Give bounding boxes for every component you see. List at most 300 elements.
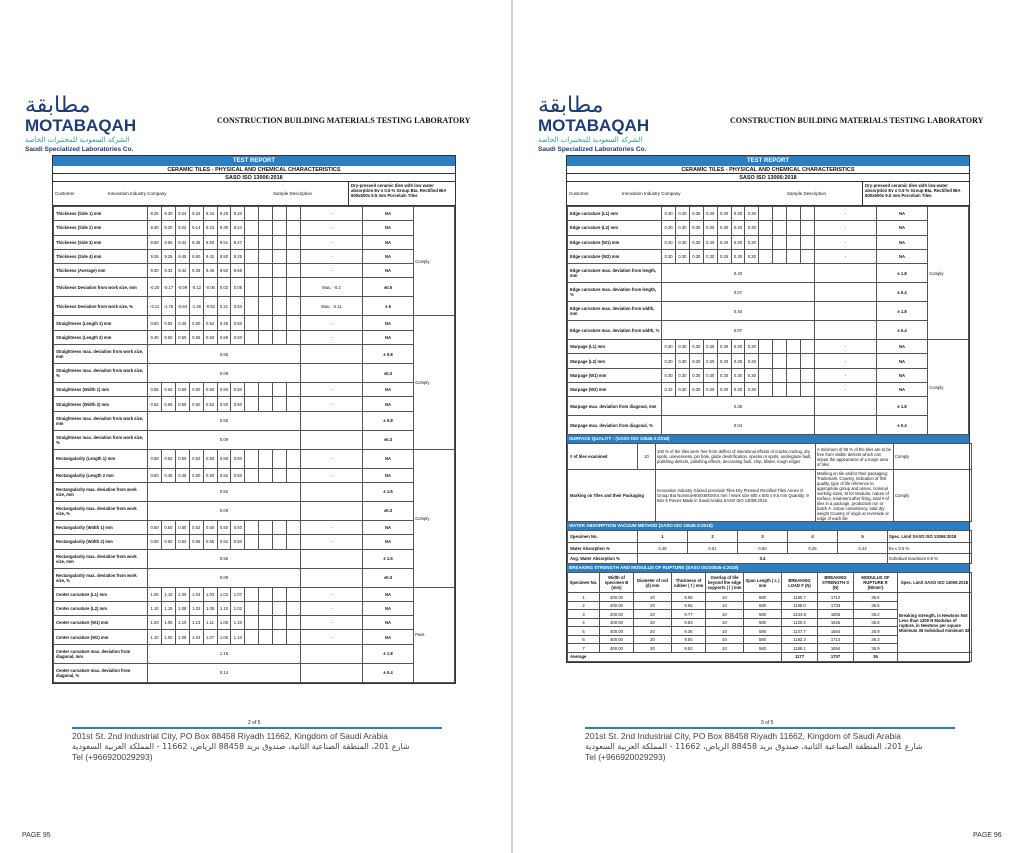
spec-limit: NA xyxy=(362,235,413,249)
measurement-value: 9.33 xyxy=(189,207,203,221)
spec-limit: ± 0.4 xyxy=(362,663,413,682)
measurement-value: 0.50 xyxy=(203,449,217,468)
report-subtitle: CERAMIC TILES - PHYSICAL AND CHEMICAL CHARACTERISTICS xyxy=(53,166,455,174)
measurement-label: Center curvature (W1) mm xyxy=(54,616,148,630)
measurement-row xyxy=(54,235,455,249)
result-blank xyxy=(300,568,362,587)
breaking-value: 580 xyxy=(744,635,782,644)
breaking-value: 580 xyxy=(744,618,782,627)
spec-limit: NA xyxy=(362,221,413,235)
measurement-value: 0.30 xyxy=(689,235,703,249)
max-value: - xyxy=(300,601,362,615)
measurement-value: 0.52 xyxy=(203,316,217,330)
empty-cell xyxy=(287,297,301,316)
surface-quality-spec: A minimum of 95 % of the tiles are to be free from visible defects which can impair the appearance of a major area of tiles xyxy=(816,444,894,470)
measurement-value: 0.25 xyxy=(717,249,731,263)
result-blank xyxy=(300,482,362,501)
breaking-value: 1664 xyxy=(818,627,854,636)
measurement-value: 1.03 xyxy=(203,587,217,601)
marking-row xyxy=(568,470,972,522)
empty-cell xyxy=(287,449,301,468)
breaking-value: 9.58 xyxy=(672,593,706,602)
breaking-value: 580 xyxy=(744,601,782,610)
measurement-row xyxy=(54,430,455,449)
measurement-row xyxy=(568,340,969,354)
max-value: - xyxy=(300,535,362,549)
empty-cell xyxy=(773,383,787,397)
measurement-value: 0.30 xyxy=(675,383,689,397)
breaking-value: 10 xyxy=(706,635,744,644)
empty-cell xyxy=(273,449,287,468)
result-blank xyxy=(300,644,362,663)
measurement-row xyxy=(54,601,455,615)
measurement-value: 0.50 xyxy=(161,330,175,344)
empty-cell xyxy=(245,587,259,601)
measurement-value: 1.04 xyxy=(189,587,203,601)
max-value: - xyxy=(300,249,362,263)
empty-cell xyxy=(787,249,801,263)
max-value: - xyxy=(300,520,362,534)
spec-limit: NA xyxy=(362,449,413,468)
empty-cell xyxy=(273,383,287,397)
page-count-right: 3 of 5 xyxy=(761,720,774,726)
measurement-value: 0.30 xyxy=(675,249,689,263)
breaking-value: 9.77 xyxy=(672,610,706,619)
measurement-value: 1.13 xyxy=(189,616,203,630)
test-report-left xyxy=(52,155,456,684)
measurement-value: 0.58 xyxy=(217,330,231,344)
measurement-value: 0.50 xyxy=(203,330,217,344)
breaking-value: 400.00 xyxy=(600,627,634,636)
measurement-value: 0.35 xyxy=(689,207,703,221)
measurement-label: Straightness max. deviation from work size, mm xyxy=(54,345,148,364)
measurement-value: 1.00 xyxy=(175,587,189,601)
measurement-label: Center curvature (L2) mm xyxy=(54,601,148,615)
breaking-value: 36.2 xyxy=(854,610,898,619)
breaking-value: 1714 xyxy=(818,635,854,644)
measurement-value: 0.50 xyxy=(148,468,162,482)
measurement-label: Edge curvature (L2) mm xyxy=(568,221,662,235)
measurement-label: Rectangularity max. deviation from work size, mm xyxy=(54,482,148,501)
measurement-value: 0.21 xyxy=(217,297,231,316)
measurement-row xyxy=(54,316,455,330)
breaking-value: 9.36 xyxy=(672,627,706,636)
breaking-value: 9.63 xyxy=(672,618,706,627)
empty-cell xyxy=(287,383,301,397)
footer-address-right xyxy=(585,727,955,763)
measurement-row xyxy=(54,397,455,411)
empty-cell xyxy=(759,235,773,249)
absorption-value: 0.25 xyxy=(788,543,838,554)
measurement-value: 1.10 xyxy=(148,630,162,644)
max-deviation-value: 0.09 xyxy=(148,501,301,520)
measurement-value: 0.55 xyxy=(148,383,162,397)
measurement-row xyxy=(54,364,455,383)
measurement-value: 0.50 xyxy=(189,468,203,482)
spec-limit: NA xyxy=(876,221,927,235)
empty-cell xyxy=(287,616,301,630)
empty-cell xyxy=(259,297,273,316)
measurement-label: Warpage (W1) mm xyxy=(568,368,662,382)
spec-limit: NA xyxy=(876,249,927,263)
max-deviation-value: 0.55 xyxy=(148,411,301,430)
max-deviation-value: 0.35 xyxy=(662,397,815,416)
spec-limit: NA xyxy=(876,383,927,397)
measurement-label: Warpage (L2) mm xyxy=(568,354,662,368)
customer-value: Innovation Industry Company xyxy=(108,191,167,196)
measurement-label: Rectangularity max. deviation from work size, % xyxy=(54,568,148,587)
measurement-value: 0.30 xyxy=(717,221,731,235)
measurement-value: 9.20 xyxy=(161,221,175,235)
measurement-value: 9.45 xyxy=(189,235,203,249)
water-spec-1: Ev ≤ 0.5 % xyxy=(888,543,972,554)
sample-label: Sample Description xyxy=(787,191,827,196)
measurement-value: 1.10 xyxy=(175,616,189,630)
measurement-row xyxy=(568,235,969,249)
specimen-number: 5 xyxy=(838,531,888,543)
measurement-value: 0.30 xyxy=(689,221,703,235)
empty-cell xyxy=(787,207,801,221)
measurement-label: Center curvature (L1) mm xyxy=(54,587,148,601)
measurement-value: 0.30 xyxy=(689,249,703,263)
measurement-value: 0.30 xyxy=(675,340,689,354)
measurement-label: Edge curvature max. deviation from length, % xyxy=(568,283,662,302)
empty-cell xyxy=(273,221,287,235)
measurement-value: 0.50 xyxy=(175,397,189,411)
breaking-value: 20 xyxy=(634,610,672,619)
measurement-value: 0.50 xyxy=(231,397,245,411)
logo-english: MOTABAQAH xyxy=(538,116,650,135)
measurement-value: 0.50 xyxy=(175,520,189,534)
measurement-row xyxy=(568,416,969,435)
measurement-value: 0.30 xyxy=(731,249,745,263)
measurement-value: 0.30 xyxy=(662,221,676,235)
measurement-value: 0.50 xyxy=(148,449,162,468)
max-deviation-value: 0.52 xyxy=(148,482,301,501)
measurement-value: 9.14 xyxy=(189,221,203,235)
empty-cell xyxy=(273,316,287,330)
result-blank xyxy=(814,283,876,302)
breaking-value: 20 xyxy=(634,635,672,644)
measurement-row xyxy=(54,330,455,344)
measurement-value: 0.50 xyxy=(203,383,217,397)
empty-cell xyxy=(245,278,259,297)
measurement-label: Straightness max. deviation from work size, % xyxy=(54,364,148,383)
measurement-value: 1.05 xyxy=(217,630,231,644)
empty-cell xyxy=(787,221,801,235)
max-value: - xyxy=(300,235,362,249)
measurement-value: 0.50 xyxy=(231,535,245,549)
empty-cell xyxy=(287,630,301,644)
measurement-value: 9.42 xyxy=(203,249,217,263)
measurement-value: -1.26 xyxy=(189,297,203,316)
measurement-value: 0.30 xyxy=(745,249,759,263)
empty-cell xyxy=(259,264,273,278)
report-standard: SASO ISO 13006:2018 xyxy=(53,174,455,182)
max-deviation-value: 0.04 xyxy=(662,416,815,435)
breaking-value: 1694 xyxy=(818,644,854,653)
empty-cell xyxy=(245,616,259,630)
empty-cell xyxy=(759,207,773,221)
breaking-value: 400.00 xyxy=(600,618,634,627)
specimen-number: 1 xyxy=(638,531,688,543)
water-absorption-table xyxy=(567,530,972,564)
measurement-value: 0.40 xyxy=(148,330,162,344)
measurement-row xyxy=(54,587,455,601)
measurement-value: 9.30 xyxy=(161,207,175,221)
address-english: 201st St. 2nd Industrial City, PO Box 88458 Riyadh 11662, Kingdom of Saudi Arabia xyxy=(585,731,901,741)
measurement-value: 0.52 xyxy=(189,449,203,468)
spec-limit: NA xyxy=(362,601,413,615)
breaking-average-value: 1177 xyxy=(782,652,818,661)
breaking-value: 1147.7 xyxy=(782,627,818,636)
measurement-value: 0.40 xyxy=(175,316,189,330)
measurement-value: 0.02 xyxy=(217,278,231,297)
empty-cell xyxy=(245,383,259,397)
measurement-value: 0.50 xyxy=(231,316,245,330)
empty-cell xyxy=(259,316,273,330)
measurement-value: 0.50 xyxy=(175,449,189,468)
measurement-row xyxy=(54,616,455,630)
spec-limit: NA xyxy=(362,316,413,330)
breaking-column-header: BREAKING STRENGTH S (N) xyxy=(818,573,854,593)
breaking-value: 400.00 xyxy=(600,644,634,653)
empty-cell xyxy=(245,397,259,411)
marking-result: Comply xyxy=(894,470,972,522)
lab-title: CONSTRUCTION BUILDING MATERIALS TESTING LABORATORY xyxy=(730,116,984,125)
measurement-label: Rectangularity (Width 1) mm xyxy=(54,520,148,534)
measurement-value: 1.02 xyxy=(217,587,231,601)
empty-cell xyxy=(245,468,259,482)
page-label-left: PAGE 95 xyxy=(22,832,51,839)
measurement-label: Warpage max. deviation from diagonal, mm xyxy=(568,397,662,416)
empty-cell xyxy=(801,207,815,221)
breaking-value: 9.52 xyxy=(672,644,706,653)
breaking-value: 1712 xyxy=(818,593,854,602)
measurement-row xyxy=(54,535,455,549)
empty-cell xyxy=(245,316,259,330)
empty-cell xyxy=(273,397,287,411)
specimen-label: Specimen No. xyxy=(568,531,638,543)
breaking-value: 10 xyxy=(706,618,744,627)
measurement-value: 0.30 xyxy=(731,368,745,382)
measurement-value: 9.51 xyxy=(217,235,231,249)
breaking-value: 2 xyxy=(568,601,600,610)
measurement-value: -0.17 xyxy=(161,278,175,297)
measurement-value: 0.40 xyxy=(662,207,676,221)
measurement-value: 0.48 xyxy=(217,316,231,330)
measurement-value: 9.47 xyxy=(231,235,245,249)
breaking-value: 5 xyxy=(568,627,600,636)
test-report-right xyxy=(566,155,970,663)
spec-limit: ±0.3 xyxy=(362,568,413,587)
measurement-row xyxy=(568,264,969,283)
max-value: - xyxy=(300,587,362,601)
spec-limit: ± 1.5 xyxy=(362,482,413,501)
max-deviation-value: 0.09 xyxy=(148,430,301,449)
measurement-value: 0.46 xyxy=(175,468,189,482)
measurement-value: 1.10 xyxy=(231,630,245,644)
empty-cell xyxy=(273,297,287,316)
measurement-row xyxy=(54,411,455,430)
measurement-label: Edge curvature max. deviation from length, mm xyxy=(568,264,662,283)
max-value: - xyxy=(300,630,362,644)
empty-cell xyxy=(259,235,273,249)
avg-absorption-row xyxy=(568,554,972,564)
breaking-value: 35.8 xyxy=(854,618,898,627)
empty-cell xyxy=(259,397,273,411)
measurement-value: 0.30 xyxy=(731,235,745,249)
measurement-value: 0.50 xyxy=(203,468,217,482)
measurement-value: 9.50 xyxy=(203,235,217,249)
breaking-value: 1182.3 xyxy=(782,635,818,644)
measurement-value: 0.50 xyxy=(161,535,175,549)
spec-limit: NA xyxy=(362,249,413,263)
spec-limit: NA xyxy=(362,630,413,644)
logo-english: MOTABAQAH xyxy=(25,116,137,135)
max-deviation-value: 0.55 xyxy=(148,549,301,568)
specimen-number: 3 xyxy=(738,531,788,543)
breaking-column-header: BREAKING LOAD F (N) xyxy=(782,573,818,593)
measurement-value: 9.36 xyxy=(189,264,203,278)
measurement-label: Warpage max. deviation from diagonal, % xyxy=(568,416,662,435)
measurement-value: 0.30 xyxy=(717,340,731,354)
max-deviation-value: 0.40 xyxy=(662,264,815,283)
measurement-value: 0.50 xyxy=(217,383,231,397)
measurement-label: Rectangularity (Length 1) mm xyxy=(54,449,148,468)
measurement-label: Thickness (Side 1) mm xyxy=(54,207,148,221)
spec-limit: NA xyxy=(362,520,413,534)
spec-limit: ± 1.8 xyxy=(362,644,413,663)
measurement-row xyxy=(54,630,455,644)
breaking-value: 9.55 xyxy=(672,601,706,610)
breaking-value: 580 xyxy=(744,627,782,636)
measurement-value: 0.50 xyxy=(148,316,162,330)
measurement-value: 0.55 xyxy=(203,535,217,549)
max-value: - xyxy=(300,221,362,235)
measurement-value: 9.65 xyxy=(231,264,245,278)
report-header: TEST REPORT xyxy=(53,156,455,166)
empty-cell xyxy=(273,630,287,644)
breaking-value: 35.6 xyxy=(854,593,898,602)
measurement-label: Rectangularity (Width 2) mm xyxy=(54,535,148,549)
breaking-value: 580 xyxy=(744,610,782,619)
empty-cell xyxy=(259,601,273,615)
empty-cell xyxy=(287,330,301,344)
measurement-row xyxy=(54,482,455,501)
spec-limit: NA xyxy=(362,330,413,344)
measurement-value: 9.50 xyxy=(217,249,231,263)
spec-limit: NA xyxy=(876,354,927,368)
breaking-value: 9.55 xyxy=(672,635,706,644)
measurement-label: Straightness (Length 1) mm xyxy=(54,316,148,330)
empty-cell xyxy=(773,249,787,263)
empty-cell xyxy=(259,630,273,644)
measurement-value: 1.10 xyxy=(161,587,175,601)
measurement-value: 0.50 xyxy=(189,316,203,330)
measurement-label: Thickness (Side 4) mm xyxy=(54,249,148,263)
measurement-value: 0.30 xyxy=(745,383,759,397)
breaking-average-value: 1707 xyxy=(818,652,854,661)
empty-cell xyxy=(273,207,287,221)
empty-cell xyxy=(245,221,259,235)
empty-cell xyxy=(273,616,287,630)
empty-cell xyxy=(287,221,301,235)
compliance-result: Comply xyxy=(414,316,455,449)
measurement-value: 9.23 xyxy=(203,221,217,235)
measurement-label: Thickness Deviation from work size, mm xyxy=(54,278,148,297)
empty-cell xyxy=(759,354,773,368)
result-blank xyxy=(814,302,876,321)
sample-value: Dry-pressed ceramic tiles with low water absorption Ev ≤ 0.5 % Group BIa. Rectified BIA 600x600x 9.5 mm Porcelain Tiles xyxy=(862,182,969,205)
empty-cell xyxy=(273,264,287,278)
customer-label: Customer xyxy=(569,191,589,196)
empty-cell xyxy=(801,340,815,354)
spec-limit: NA xyxy=(362,616,413,630)
breaking-value: 580 xyxy=(744,593,782,602)
measurement-value: 9.42 xyxy=(175,264,189,278)
report-standard: SASO ISO 13006:2018 xyxy=(567,174,969,182)
measurement-row xyxy=(54,297,455,316)
max-deviation-value: 0.09 xyxy=(148,364,301,383)
max-value: - xyxy=(300,449,362,468)
measurement-value: 0.30 xyxy=(689,368,703,382)
measurement-value: 9.22 xyxy=(175,221,189,235)
breaking-value: 36.3 xyxy=(854,635,898,644)
measurement-value: 1.04 xyxy=(189,630,203,644)
empty-cell xyxy=(759,340,773,354)
max-value: - xyxy=(814,383,876,397)
measurement-value: 0.50 xyxy=(189,397,203,411)
absorption-row xyxy=(568,543,972,554)
breaking-value: 1168.1 xyxy=(782,644,818,653)
absorption-value: 0.48 xyxy=(638,543,688,554)
empty-cell xyxy=(287,278,301,297)
measurement-row xyxy=(568,302,969,321)
breaking-column-header: Thickness of rubber ( t ) mm xyxy=(672,573,706,593)
empty-cell xyxy=(259,278,273,297)
breaking-value: 20 xyxy=(634,601,672,610)
empty-cell xyxy=(245,264,259,278)
measurement-value: 0.40 xyxy=(662,235,676,249)
measurement-value: 0.40 xyxy=(717,235,731,249)
breaking-spec-text: Breaking strength, in Newtons Not Less than 1300 N Modulus of rupture, in Newtons per square Minimum 35 Individual minimum 32 xyxy=(898,593,972,653)
breaking-value: 3 xyxy=(568,610,600,619)
measurement-value: 0.52 xyxy=(189,520,203,534)
max-deviation-value: 0.09 xyxy=(148,568,301,587)
measurement-value: 0.50 xyxy=(231,468,245,482)
measurement-label: Edge curvature (W1) mm xyxy=(568,235,662,249)
measurement-label: Rectangularity (Length 2 mm xyxy=(54,468,148,482)
max-value: - xyxy=(300,616,362,630)
breaking-value: 1805 xyxy=(818,610,854,619)
breaking-column-header: Overlap of tile beyond the edge supports ( l ) mm xyxy=(706,573,744,593)
breaking-value: 1 xyxy=(568,593,600,602)
measurement-value: 9.50 xyxy=(148,235,162,249)
max-deviation-value: 0.55 xyxy=(148,345,301,364)
spec-limit: NA xyxy=(876,368,927,382)
max-value: - xyxy=(300,264,362,278)
dimension-table-right xyxy=(567,206,969,435)
measurement-row xyxy=(54,278,455,297)
logo-arabic-subtitle: الشركة السعودية للمختبرات الخاصة xyxy=(25,136,130,144)
measurement-row xyxy=(568,249,969,263)
empty-cell xyxy=(259,535,273,549)
avg-absorption-value: 0.4 xyxy=(638,554,888,564)
measurement-label: Edge curvature max. deviation from width, mm xyxy=(568,302,662,321)
absorption-value: 0.43 xyxy=(838,543,888,554)
empty-cell xyxy=(287,520,301,534)
